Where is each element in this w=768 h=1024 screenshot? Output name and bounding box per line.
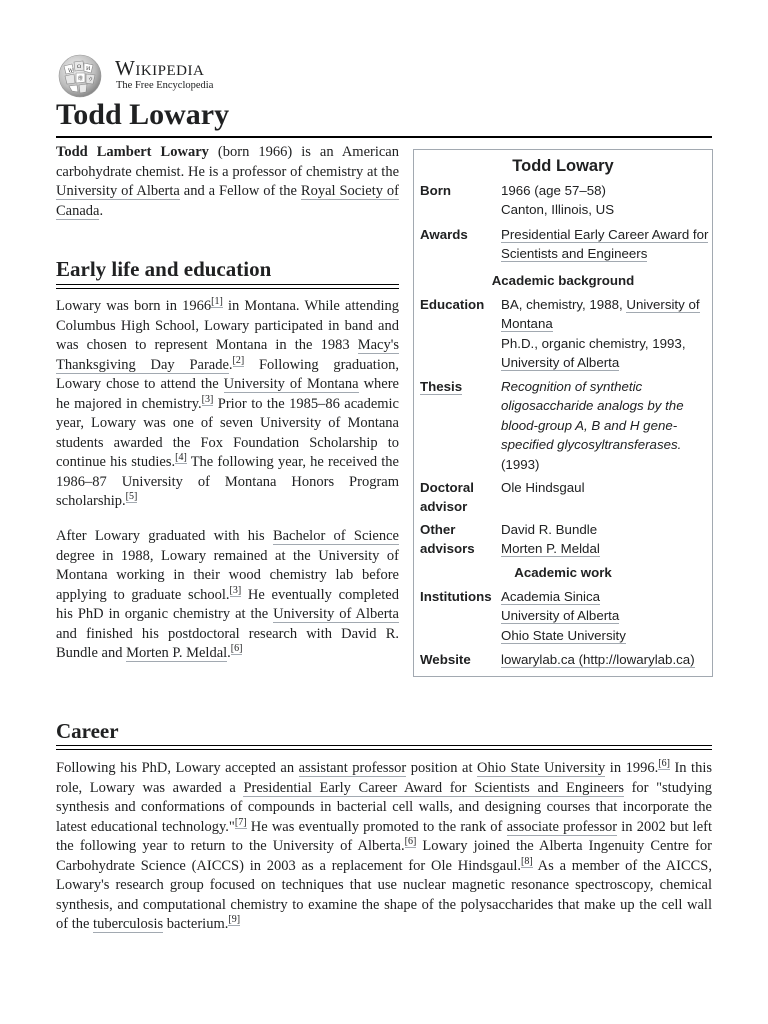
citation-link[interactable]: [3] bbox=[201, 393, 214, 405]
link-presidential-early-career-award[interactable]: Presidential Early Career Award for Scientists and Engineers bbox=[243, 779, 624, 796]
heading-divider bbox=[56, 745, 712, 746]
degree-text: BA, chemistry, 1988, bbox=[501, 297, 627, 312]
infobox-subheader-academic-background: Academic background bbox=[491, 273, 635, 288]
thesis-title: Recognition of synthetic oligosaccharide analogs by the blood-group A, B and H gene-specified glycosyltransferases. bbox=[501, 379, 684, 453]
link-thesis[interactable]: Thesis bbox=[420, 379, 463, 394]
citation-link[interactable]: [6] bbox=[658, 758, 670, 770]
infobox-label: Awards bbox=[420, 227, 468, 242]
link-macys-parade[interactable]: Macy's Thanksgiving Day Parade bbox=[56, 337, 399, 373]
infobox-value bbox=[501, 225, 709, 264]
citation-link[interactable]: [3] bbox=[229, 584, 242, 596]
body-text: position at bbox=[406, 760, 478, 776]
svg-text:Ω: Ω bbox=[77, 64, 82, 70]
link-morten-p-meldal[interactable]: Morten P. Meldal bbox=[501, 541, 600, 557]
body-text: in Montana. While attending Columbus High School, Lowary participated in band and was chosen to represent Montana in the 1983 bbox=[56, 298, 399, 353]
infobox-subheader-academic-work: Academic work bbox=[514, 565, 612, 580]
infobox-value: Ole Hindsgaul bbox=[501, 480, 585, 495]
site-name: Wikipedia bbox=[115, 56, 205, 80]
body-text: He eventually completed his PhD in organic chemistry at the bbox=[56, 586, 399, 622]
body-text: . bbox=[227, 645, 231, 661]
body-text: where he majored in chemistry. bbox=[56, 376, 399, 412]
link-university-of-montana[interactable]: University of Montana bbox=[501, 297, 700, 332]
infobox-label: Doctoral advisor bbox=[420, 480, 474, 515]
citation-link[interactable]: [6] bbox=[230, 643, 243, 655]
link-presidential-early-career-award[interactable]: Presidential Early Career Award for Scientists and Engineers bbox=[501, 227, 709, 262]
svg-text:W: W bbox=[68, 68, 74, 74]
link-academia-sinica[interactable]: Academia Sinica bbox=[501, 589, 601, 604]
body-text: bacterium. bbox=[163, 916, 229, 932]
svg-text:И: И bbox=[86, 66, 91, 72]
education-entry bbox=[501, 295, 709, 334]
link-website[interactable]: lowarylab.ca (http://lowarylab.ca) bbox=[501, 652, 695, 667]
body-text: Lowary was born in 1966 bbox=[56, 298, 212, 314]
link-university-of-alberta[interactable]: University of Alberta bbox=[273, 606, 399, 622]
heading-divider bbox=[56, 284, 399, 285]
thesis-year: (1993) bbox=[501, 456, 540, 472]
body-text: in 2002 but left the following year to return to the University of Alberta. bbox=[56, 818, 712, 854]
citation-link[interactable]: [2] bbox=[232, 354, 245, 366]
infobox-label: Born bbox=[420, 183, 452, 198]
infobox-value bbox=[501, 377, 709, 474]
infobox-label: Education bbox=[420, 297, 485, 312]
heading-divider bbox=[56, 288, 399, 289]
citation-link[interactable]: [4] bbox=[175, 452, 187, 464]
link-university-of-alberta[interactable]: University of Alberta bbox=[56, 183, 180, 199]
link-ohio-state-university[interactable]: Ohio State University bbox=[501, 627, 626, 643]
infobox-label: Institutions bbox=[420, 589, 492, 604]
heading-divider bbox=[56, 749, 712, 750]
citation-link[interactable]: [1] bbox=[211, 296, 223, 308]
lead-text: (born 1966) is an American carbohydrate chemist. He is a professor of chemistry at the bbox=[56, 144, 399, 180]
body-text: in 1996. bbox=[605, 760, 659, 776]
title-divider bbox=[56, 136, 712, 138]
body-text: In this role, Lowary was awarded a bbox=[56, 760, 713, 796]
infobox-value bbox=[501, 295, 709, 373]
degree-text: Ph.D., organic chemistry, 1993, bbox=[501, 335, 686, 351]
citation-link[interactable]: [7] bbox=[234, 816, 247, 828]
infobox bbox=[413, 149, 713, 677]
body-text: . bbox=[228, 356, 233, 373]
body-text: for "studying synthesis and conformations of compounds in bacterial cell walls, and designing courses that incorporate the latest educational technology." bbox=[56, 779, 712, 835]
wikipedia-globe-logo[interactable] bbox=[55, 53, 107, 99]
body-text: and finished his postdoctoral research with David R. Bundle and bbox=[56, 625, 399, 661]
body-text: As a member of the AICCS, Lowary's research group focused on techniques that use nuclear magnetic resonance spectroscopy, chemical synthesis, and computational chemistry to examine the shape of the polysaccharides that make up the cell wall of the bbox=[56, 857, 713, 932]
link-university-of-alberta[interactable]: University of Alberta bbox=[501, 355, 620, 371]
infobox-label: Website bbox=[420, 652, 471, 667]
body-text: He was eventually promoted to the rank of bbox=[246, 818, 507, 835]
infobox-label-cell bbox=[420, 377, 500, 396]
citation-link[interactable]: [6] bbox=[404, 836, 417, 848]
infobox-value bbox=[501, 587, 709, 645]
subject-name: Todd Lambert Lowary bbox=[56, 144, 209, 160]
site-tagline: The Free Encyclopedia bbox=[116, 80, 214, 91]
link-associate-professor[interactable]: associate professor bbox=[506, 818, 618, 835]
infobox-value bbox=[501, 650, 709, 669]
lead-text: . bbox=[99, 202, 104, 219]
career-paragraph bbox=[56, 759, 712, 935]
infobox-label: Other advisors bbox=[420, 522, 475, 557]
body-text: Prior to the 1985–86 academic year, Lowary was one of seven University of Montana students awarded the Fox Foundation Scholarship to continue his studies. bbox=[56, 395, 399, 470]
infobox-title: Todd Lowary bbox=[512, 157, 614, 175]
advisor-name: David R. Bundle bbox=[501, 522, 598, 537]
lead-paragraph bbox=[56, 143, 399, 221]
citation-link[interactable]: [5] bbox=[125, 491, 138, 503]
link-bachelor-of-science[interactable]: Bachelor of Science bbox=[272, 528, 399, 544]
link-royal-society-of-canada[interactable]: Royal Society of Canada bbox=[56, 183, 399, 219]
heading-early-life: Early life and education bbox=[56, 257, 272, 281]
body-text: After Lowary graduated with his bbox=[56, 528, 273, 544]
early-life-paragraph-1 bbox=[56, 297, 399, 512]
birth-place: Canton, Illinois, US bbox=[501, 202, 615, 218]
link-morten-p-meldal[interactable]: Morten P. Meldal bbox=[126, 645, 228, 661]
link-assistant-professor[interactable]: assistant professor bbox=[298, 760, 407, 776]
link-university-of-montana[interactable]: University of Montana bbox=[223, 376, 359, 392]
birth-date: 1966 (age 57–58) bbox=[501, 183, 606, 198]
link-tuberculosis[interactable]: tuberculosis bbox=[93, 916, 164, 932]
education-entry bbox=[501, 334, 709, 373]
citation-link[interactable]: [9] bbox=[228, 914, 241, 926]
body-text: Following his PhD, Lowary accepted an bbox=[56, 760, 299, 776]
body-text: Lowary joined the Alberta Ingenuity Centre for Carbohydrate Science (AICCS) in 2003 as a replacement for Ole Hindsgaul. bbox=[56, 838, 712, 874]
early-life-paragraph-2 bbox=[56, 527, 399, 664]
link-ohio-state-university[interactable]: Ohio State University bbox=[477, 760, 606, 776]
body-text: The following year, he received the 1986–87 University of Montana Honors Program scholarship. bbox=[56, 454, 399, 509]
page-title: Todd Lowary bbox=[56, 98, 230, 131]
svg-text:ウ: ウ bbox=[88, 77, 94, 83]
body-text: Following graduation, Lowary chose to attend the bbox=[56, 356, 399, 392]
infobox-value bbox=[501, 181, 709, 220]
wikipedia-wordmark[interactable] bbox=[115, 57, 213, 92]
lead-text: and a Fellow of the bbox=[179, 183, 301, 199]
body-text: degree in 1988, Lowary remained at the University of Montana working in their wood chemistry lab before applying to graduate school. bbox=[56, 547, 399, 603]
citation-link[interactable]: [8] bbox=[521, 855, 533, 867]
link-university-of-alberta[interactable]: University of Alberta bbox=[501, 608, 620, 624]
infobox-value bbox=[501, 520, 709, 559]
heading-career: Career bbox=[56, 719, 119, 743]
svg-text:维: 维 bbox=[78, 76, 84, 82]
